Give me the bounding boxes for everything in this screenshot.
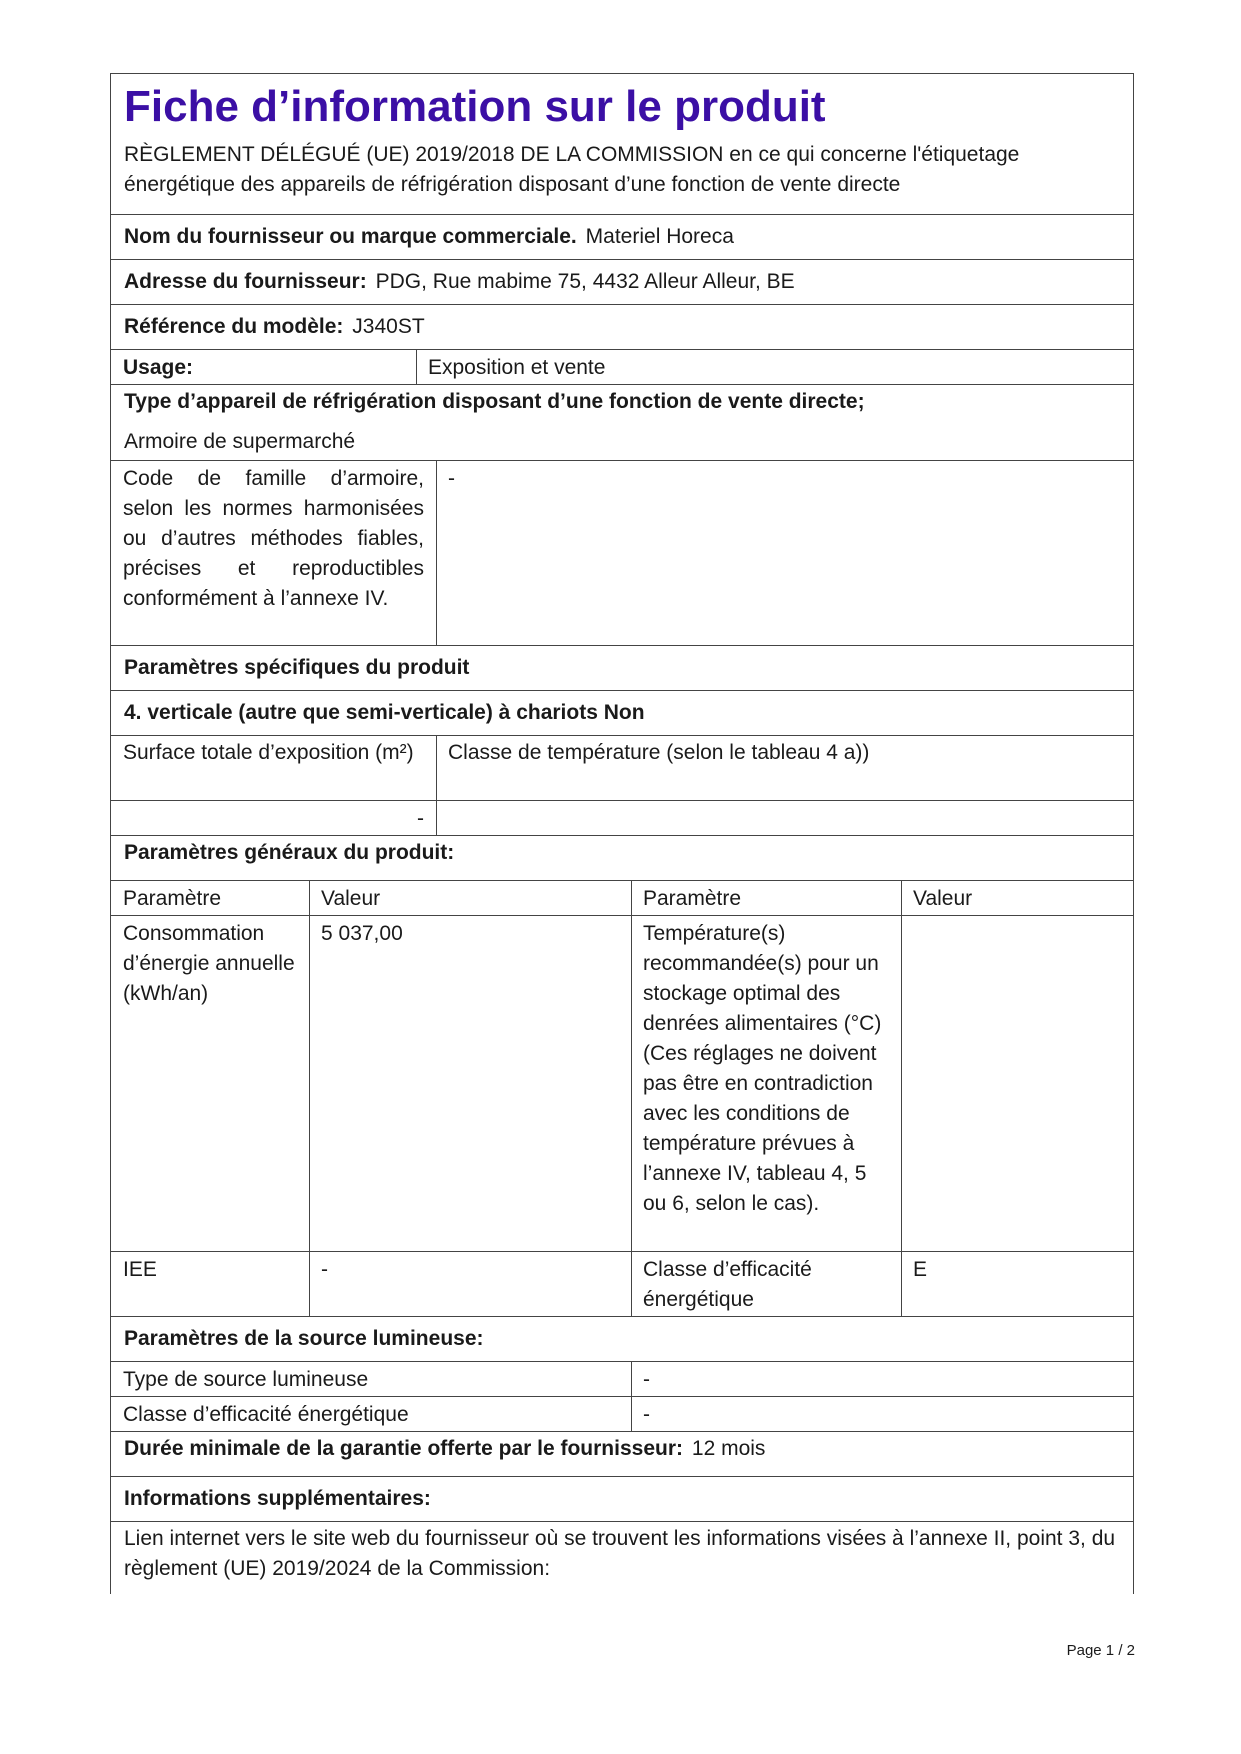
light-source-heading: Paramètres de la source lumineuse: — [124, 1327, 484, 1350]
supplier-name-label: Nom du fournisseur ou marque commerciale. — [124, 225, 577, 248]
light-source-class-row — [110, 1397, 1134, 1432]
appliance-type-value: Armoire de supermarché — [124, 430, 356, 453]
supplier-website-link-text: Lien internet vers le site web du fournisseur où se trouvent les informations visées à l’annexe II, point 3, du règlement (UE) 2019/2024 de la Commission: — [124, 1527, 1116, 1580]
appliance-type-label: Type d’appareil de réfrigération disposant d’une fonction de vente directe; — [124, 390, 865, 413]
specific-item: 4. verticale (autre que semi-verticale) à chariots Non — [124, 701, 645, 724]
temperature-class-label: Classe de température (selon le tableau 4 a)) — [448, 741, 870, 764]
iee-efficiency-row — [110, 1252, 1134, 1317]
iee-value: - — [321, 1258, 328, 1281]
family-code-value: - — [448, 467, 455, 490]
consumption-value: 5 037,00 — [321, 922, 403, 945]
iee-label: IEE — [123, 1258, 157, 1281]
additional-info-heading-row — [110, 1477, 1134, 1522]
general-table-header-row — [110, 881, 1134, 916]
supplier-address-value: PDG, Rue mabime 75, 4432 Alleur Alleur, BE — [375, 270, 795, 293]
page-number: Page 1 / 2 — [1066, 1642, 1135, 1659]
specific-params-heading: Paramètres spécifiques du produit — [124, 656, 470, 679]
regulation-subtitle: RÈGLEMENT DÉLÉGUÉ (UE) 2019/2018 DE LA COMMISSION en ce qui concerne l'étiquetage énergétique des appareils de réfrigération disposant d’une fonction de vente directe — [124, 143, 1020, 196]
surface-value: - — [417, 807, 424, 830]
sheet-header — [110, 73, 1134, 215]
warranty-row — [110, 1432, 1134, 1477]
surface-label: Surface totale d’exposition (m²) — [123, 741, 414, 764]
appliance-type-row — [110, 385, 1134, 461]
col-parameter2-header: Paramètre — [643, 887, 742, 910]
usage-value: Exposition et vente — [428, 356, 606, 379]
light-source-type-label: Type de source lumineuse — [123, 1368, 369, 1391]
col-value-header: Valeur — [321, 887, 381, 910]
family-code-label: Code de famille d’armoire, selon les normes harmonisées ou d’autres méthodes fiables, précises et reproductibles conformément à l’annexe IV. — [123, 467, 424, 610]
efficiency-class-value: E — [913, 1258, 928, 1281]
surface-temperature-value-row — [110, 801, 1134, 836]
temperature-class-value — [436, 801, 1133, 835]
col-parameter-header: Paramètre — [123, 887, 222, 910]
surface-temperature-header-row — [110, 736, 1134, 801]
warranty-label: Durée minimale de la garantie offerte par le fournisseur: — [124, 1437, 683, 1460]
supplier-name-row — [110, 215, 1134, 260]
model-reference-value: J340ST — [352, 315, 425, 338]
model-reference-label: Référence du modèle: — [124, 315, 344, 338]
general-params-heading: Paramètres généraux du produit: — [124, 841, 455, 864]
light-source-class-label: Classe d’efficacité énergétique — [123, 1403, 409, 1426]
recommended-temperature-value — [901, 916, 1133, 1251]
recommended-temperature-label: Température(s) recommandée(s) pour un stockage optimal des denrées alimentaires (°C) (Ces réglages ne doivent pas être en contradiction avec les conditions de température prévues à l’annexe IV, tableau 4, 5 ou 6, selon le cas). — [643, 922, 882, 1215]
additional-info-heading: Informations supplémentaires: — [124, 1487, 431, 1510]
supplier-address-row — [110, 260, 1134, 305]
consumption-label: Consommation d’énergie annuelle (kWh/an) — [123, 922, 295, 1005]
light-source-heading-row — [110, 1317, 1134, 1362]
page-title: Fiche d’information sur le produit — [124, 82, 826, 131]
general-params-heading-row — [110, 836, 1134, 881]
light-source-type-value: - — [643, 1368, 650, 1391]
family-code-row — [110, 461, 1134, 646]
warranty-value: 12 mois — [691, 1437, 766, 1460]
specific-params-heading-row — [110, 646, 1134, 691]
efficiency-class-label: Classe d’efficacité énergétique — [643, 1258, 812, 1311]
usage-label: Usage: — [123, 356, 194, 379]
specific-item-row — [110, 691, 1134, 736]
consumption-temperature-row — [110, 916, 1134, 1252]
model-reference-row — [110, 305, 1134, 350]
col-value2-header: Valeur — [913, 887, 973, 910]
light-source-type-row — [110, 1362, 1134, 1397]
supplier-name-value: Materiel Horeca — [585, 225, 734, 248]
product-information-sheet — [110, 73, 1134, 1594]
usage-row — [110, 350, 1134, 385]
light-source-class-value: - — [643, 1403, 650, 1426]
supplier-link-row — [110, 1522, 1134, 1594]
supplier-address-label: Adresse du fournisseur: — [124, 270, 367, 293]
